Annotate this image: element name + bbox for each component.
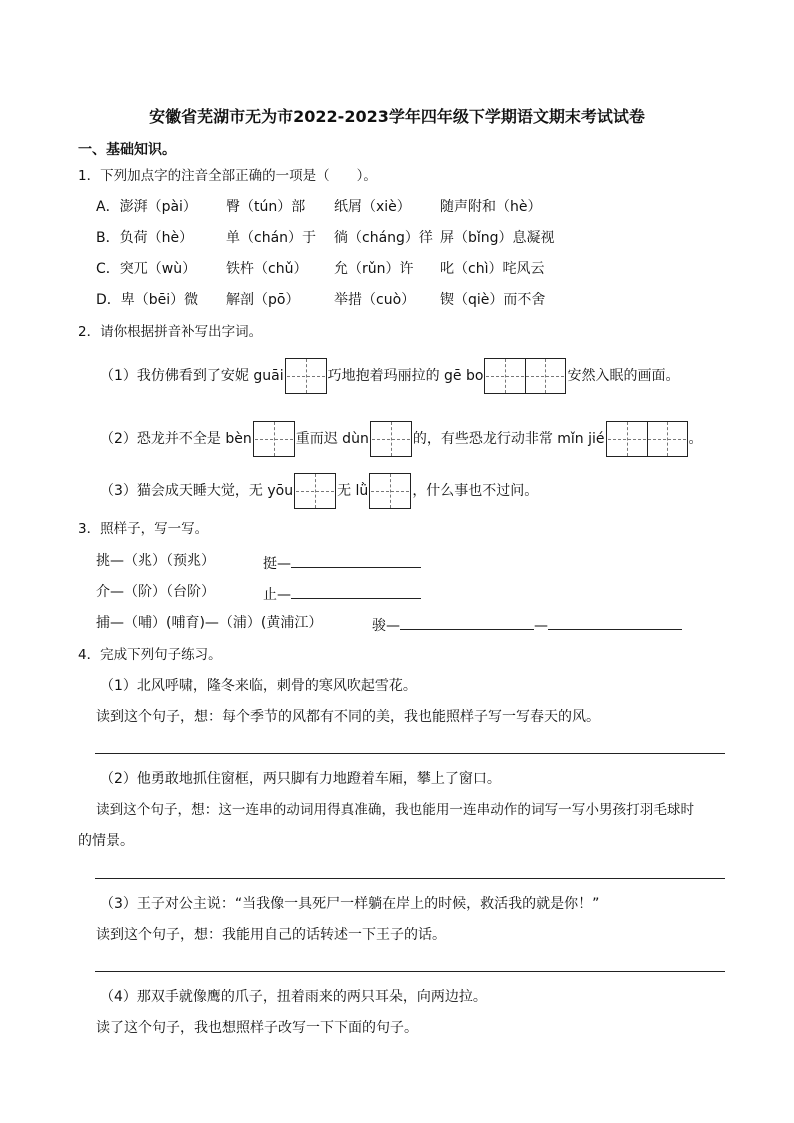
q2-s2-text-a: （2）恐龙并不全是 bèn [100, 431, 252, 447]
q3-example-2: 介—（阶）（台阶） [96, 584, 215, 600]
tianzi-box-gebo[interactable] [484, 358, 566, 394]
q2-s3-text-c: ，什么事也不过问。 [412, 483, 539, 499]
q2-s1-text-c: 安然入眠的画面。 [567, 368, 680, 384]
q1-option-a-item-2: 臀（tún）部 [226, 199, 306, 215]
answer-blank-jun-1[interactable] [400, 614, 534, 630]
q3-prompt-2-label: 止— [263, 587, 291, 603]
q4-task-3: 读到这个句子，想：我能用自己的话转述一下王子的话。 [96, 927, 446, 943]
tianzi-box-minjie[interactable] [606, 421, 688, 457]
q1-option-c-item-4: 叱（chì）咤风云 [440, 261, 545, 277]
q2-s2-text-c: 的，有些恐龙行动非常 mǐn jié [412, 431, 605, 447]
q4-sentence-3: （3）王子对公主说：“当我像一具死尸一样躺在岸上的时候，救活我的就是你！” [100, 896, 600, 912]
q3-prompt-2 [263, 583, 421, 604]
question-4-stem: 4．完成下列句子练习。 [78, 647, 222, 663]
q3-prompt-1-label: 挺— [263, 556, 291, 572]
q2-s1-text-b: 巧地抱着玛丽拉的 gē bo [327, 368, 484, 384]
q3-prompt-3 [372, 614, 682, 635]
q1-option-d-item-1[interactable]: D．卑（bēi）微 [96, 292, 199, 308]
answer-blank-ting[interactable] [291, 552, 421, 568]
q3-example-3: 捕—（哺）(哺育)—（浦）(黄浦江） [96, 615, 323, 631]
q1-option-b-item-4: 屏（bǐng）息凝视 [440, 230, 555, 246]
answer-line-1[interactable] [95, 753, 725, 754]
q4-task-2-cont: 的情景。 [78, 833, 134, 849]
q1-option-a-item-4: 随声附和（hè） [440, 199, 542, 215]
q2-s2-text-b: 重而迟 dùn [295, 431, 369, 447]
q4-sentence-4: （4）那双手就像鹰的爪子，扭着雨来的两只耳朵，向两边拉。 [100, 989, 487, 1005]
q1-option-b-item-3: 徜（cháng）徉 [334, 230, 433, 246]
q2-s3-text-a: （3）猫会成天睡大觉，无 yōu [100, 483, 294, 499]
tianzi-box-guai[interactable] [285, 358, 327, 394]
question-2-sentence-1 [100, 358, 679, 394]
q1-option-c-item-2: 铁杵（chǔ） [226, 261, 308, 277]
q4-task-4: 读了这个句子，我也想照样子改写一下下面的句子。 [96, 1020, 418, 1036]
question-3-stem: 3．照样子，写一写。 [78, 521, 209, 537]
q3-example-1: 挑—（兆）（预兆） [96, 553, 215, 569]
q1-option-a-item-3: 纸屑（xiè） [334, 199, 411, 215]
q1-option-b-item-2: 单（chán）于 [226, 230, 317, 246]
answer-blank-jun-2[interactable] [548, 614, 682, 630]
question-2-sentence-3 [100, 473, 538, 509]
q2-s2-text-d: 。 [688, 431, 703, 447]
tianzi-box-you[interactable] [294, 473, 336, 509]
q3-prompt-1 [263, 552, 421, 573]
q4-task-2: 读到这个句子，想：这一连串的动词用得真准确，我也能用一连串动作的词写一写小男孩打羽毛球时 [96, 802, 695, 818]
q1-option-b-item-1[interactable]: B．负荷（hè） [96, 230, 194, 246]
q1-option-d-item-2: 解剖（pō） [226, 292, 300, 308]
q4-task-1: 读到这个句子，想：每个季节的风都有不同的美，我也能照样子写一写春天的风。 [96, 709, 600, 725]
page-title: 安徽省芜湖市无为市2022-2023学年四年级下学期语文期末考试试卷 [149, 107, 645, 126]
q1-option-a-item-1[interactable]: A．澎湃（pài） [96, 199, 197, 215]
q1-option-c-item-3: 允（rǔn）许 [334, 261, 414, 277]
question-1-stem: 1．下列加点字的注音全部正确的一项是（ ）。 [78, 168, 377, 184]
tianzi-box-lv[interactable] [369, 473, 411, 509]
q4-sentence-2: （2）他勇敢地抓住窗框，两只脚有力地蹬着车厢，攀上了窗口。 [100, 771, 501, 787]
q1-option-c-item-1[interactable]: C．突兀（wù） [96, 261, 197, 277]
section-heading: 一、基础知识。 [78, 142, 176, 158]
q2-s3-text-b: 无 lǜ [337, 483, 369, 499]
q2-s1-text-a: （1）我仿佛看到了安妮 guāi [100, 368, 284, 384]
question-2-stem: 2．请你根据拼音补写出字词。 [78, 324, 263, 340]
question-2-sentence-2 [100, 421, 703, 457]
q1-option-d-item-3: 举措（cuò） [334, 292, 416, 308]
answer-blank-zhi[interactable] [291, 583, 421, 599]
answer-line-2[interactable] [95, 878, 725, 879]
q4-sentence-1: （1）北风呼啸，隆冬来临，刺骨的寒风吹起雪花。 [100, 678, 417, 694]
tianzi-box-dun[interactable] [370, 421, 412, 457]
q3-prompt-3-label: 骏— [372, 618, 400, 634]
answer-line-3[interactable] [95, 971, 725, 972]
q3-prompt-3-dash: — [534, 618, 548, 634]
tianzi-box-ben[interactable] [253, 421, 295, 457]
q1-option-d-item-4: 锲（qiè）而不舍 [440, 292, 546, 308]
